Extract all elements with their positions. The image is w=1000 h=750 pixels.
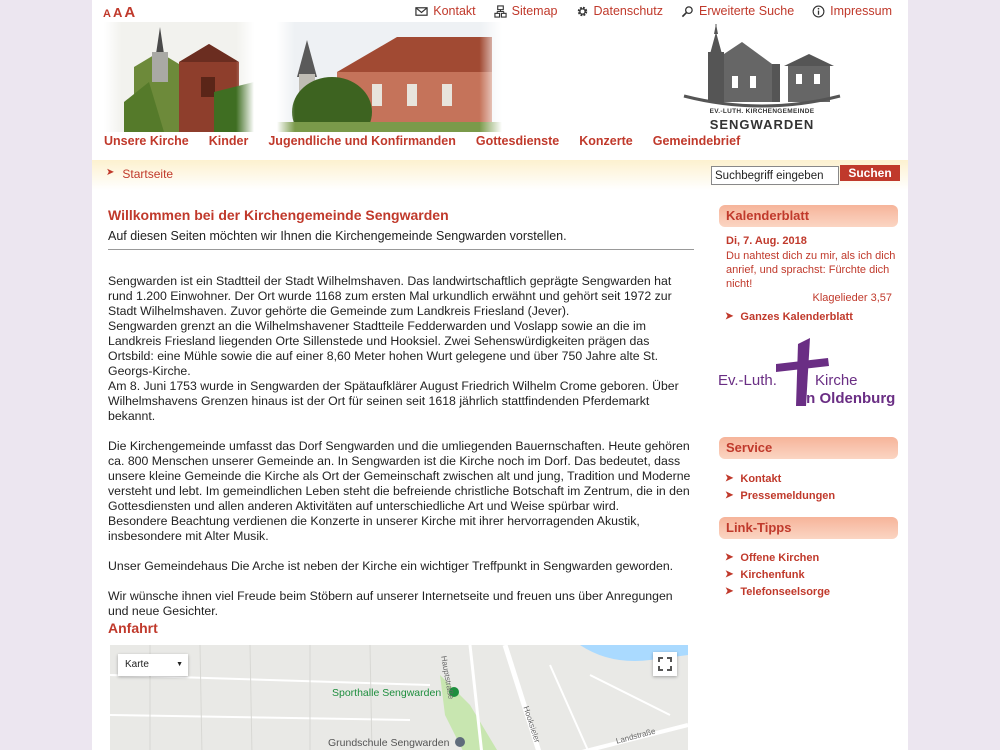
font-size-small-button[interactable]: A (103, 8, 111, 20)
chevron-down-icon: ▼ (176, 661, 183, 668)
link-label: Offene Kirchen (740, 552, 820, 564)
paragraph-arche: Unser Gemeindehaus Die Arche ist neben der Kirche ein wichtiger Treffpunkt in Sengwarden geworden. (108, 559, 674, 573)
top-link-erweiterte-suche[interactable] (681, 4, 794, 18)
intro-text: Auf diesen Seiten möchten wir Ihnen die Kirchengemeinde Sengwarden vorstellen. (108, 229, 694, 250)
magnifier-icon (681, 5, 694, 18)
top-link-kontakt[interactable] (415, 4, 475, 18)
search-input[interactable] (711, 166, 839, 185)
page (92, 0, 908, 750)
arrow-right-icon: ➤ (725, 586, 734, 597)
logo-text-line1: EV.-LUTH. KIRCHENGEMEINDE (709, 108, 815, 115)
mail-icon (415, 5, 428, 18)
font-size-medium-button[interactable]: A (112, 5, 123, 20)
link-label: Kontakt (740, 473, 782, 485)
sidebar-heading-kalenderblatt: Kalenderblatt (719, 205, 898, 227)
top-link-label: Erweiterte Suche (698, 4, 795, 18)
calendar-reference: Klagelieder 3,57 (812, 292, 892, 304)
top-link-label: Kontakt (433, 4, 476, 18)
top-link-impressum[interactable] (812, 4, 892, 18)
sidebar-link-telefonseelsorge[interactable] (725, 586, 830, 598)
nav-gottesdienste[interactable]: Gottesdienste (475, 134, 560, 148)
link-label: Ganzes Kalenderblatt (740, 311, 853, 323)
sidebar-link-offene-kirchen[interactable] (725, 552, 819, 564)
church-logo-line3: in Oldenburg (802, 390, 896, 407)
search-button[interactable]: Suchen (840, 165, 900, 181)
top-link-label: Impressum (830, 4, 892, 18)
arrow-right-icon: ➤ (725, 311, 734, 322)
nav-konzerte[interactable]: Konzerte (579, 134, 633, 148)
sidebar-link-pressemeldungen[interactable] (725, 490, 835, 502)
link-label: Pressemeldungen (740, 490, 836, 502)
sidebar-link-kontakt[interactable] (725, 473, 781, 485)
logo-text-line2: SENGWARDEN (709, 117, 815, 132)
map-label-landstrasse: Landstraße (615, 726, 657, 746)
arrow-right-icon: ➤ (106, 167, 115, 178)
sengwarden-logo[interactable] (680, 24, 844, 134)
nav-jugendliche[interactable]: Jugendliche und Konfirmanden (268, 134, 456, 148)
nav-gemeindebrief[interactable]: Gemeindebrief (652, 134, 741, 148)
top-navigation (415, 4, 892, 18)
link-ganzes-kalenderblatt[interactable] (725, 311, 853, 323)
church-photo-tower (104, 22, 254, 132)
paragraph-willkommen: Wir wünsche ihnen viel Freude beim Stöbern auf unserer Internetseite und freuen uns über Anregungen und neue Gesichter. (108, 589, 673, 618)
fullscreen-icon (653, 652, 677, 676)
link-label: Telefonseelsorge (740, 586, 831, 598)
arrow-right-icon: ➤ (725, 569, 734, 580)
nav-unsere-kirche[interactable]: Unsere Kirche (104, 134, 189, 148)
nav-kinder[interactable]: Kinder (208, 134, 249, 148)
map-type-label: Karte (125, 659, 149, 670)
sidebar-heading-link-tipps: Link-Tipps (719, 517, 898, 539)
breadcrumb (106, 167, 173, 181)
arrow-right-icon: ➤ (725, 552, 734, 563)
calendar-verse: Du nahtest dich zu mir, als ich dich anrief, und sprachst: Fürchte dich nicht! (726, 250, 896, 290)
arrow-right-icon: ➤ (725, 473, 734, 484)
gear-icon (576, 5, 589, 18)
calendar-date: Di, 7. Aug. 2018 (726, 235, 807, 247)
ev-luth-kirche-oldenburg-logo[interactable] (718, 334, 900, 414)
arrow-right-icon: ➤ (725, 490, 734, 501)
church-logo-line1: Ev.-Luth. (718, 372, 777, 389)
map-fullscreen-button[interactable] (653, 652, 677, 676)
map-type-select[interactable] (118, 654, 188, 676)
map-label-grundschule: Grundschule Sengwarden (328, 737, 450, 749)
main-content (108, 207, 694, 634)
font-size-large-button[interactable]: A (124, 4, 136, 21)
map-label-hooksieler: Hooksieler (521, 705, 542, 744)
church-logo-line2: Kirche (815, 372, 858, 389)
font-size-controls (103, 4, 137, 21)
church-photo-nave (277, 22, 502, 132)
map-embed[interactable] (110, 645, 688, 750)
breadcrumb-startseite[interactable]: Startseite (122, 167, 174, 181)
top-link-label: Datenschutz (593, 4, 663, 18)
map-label-sporthalle: Sporthalle Sengwarden (332, 687, 442, 699)
paragraph-gemeinde: Die Kirchengemeinde umfasst das Dorf Sengwarden und die umliegenden Bauernschaften. Heute gehören ca. 800 Menschen unserer Gemeinde an. In Sengwarden ist die Kirche noch im Dorf. Das bedeutet, dass unsere kleine Gemeinde die Kirche als Ort der Gemeinschaft zwischen alt und jung, Tradition und Moderne versteht und lebt. Im gemeindlichen Leben steht die befreiende christliche Botschaft im Zentrum, die in den Gottesdiensten und allen anderen Aktivitäten auf unterschiedliche Art und Weise spürbar wird. Besondere Beachtung verdienen die Konzerte in unserer Kirche mit ihrer hervorragenden Akustik, insbesondere mit Alter Musik. (108, 439, 691, 543)
paragraph-ort: Sengwarden ist ein Stadtteil der Stadt Wilhelmshaven. Das landwirtschaftlich geprägte Sengwarden hat rund 1.200 Einwohner. Der Ort wurde 1168 zum ersten Mal urkundlich erwähnt und gehört seit 1972 zur Stadt Wilhelmshaven. Zuvor gehörte die Gemeinde zum Landkreis Friesland (Jever). Sengwarden grenzt an die Wilhelmshavener Stadtteile Fedderwarden und Voslapp sowie an die im Landkreis Friesland liegenden Orte Sillenstede und Hooksiel. Zwei Sehenswürdigkeiten prägen das Ortsbild: eine Mühle sowie die auf einer 8,60 Meter hohen Wurt gelegene und über 750 Jahre alte St. Georgs-Kirche. Am 8. Juni 1753 wurde in Sengwarden der Spätaufklärer August Friedrich Wilhelm Crome geboren. Über Wilhelmshavens Grenzen hinaus ist der Ort für seinen seit 1618 jährlich stattfindenden Pferdemarkt bekannt. (108, 274, 679, 423)
main-navigation (104, 134, 740, 148)
sitemap-icon (494, 5, 507, 18)
top-link-label: Sitemap (511, 4, 558, 18)
sidebar-link-kirchenfunk[interactable] (725, 569, 805, 581)
top-link-datenschutz[interactable] (576, 4, 663, 18)
link-label: Kirchenfunk (740, 569, 805, 581)
page-title: Willkommen bei der Kirchengemeinde Sengwarden (108, 207, 449, 223)
info-icon (812, 5, 825, 18)
sidebar-heading-service: Service (719, 437, 898, 459)
section-heading-anfahrt: Anfahrt (108, 620, 158, 636)
top-link-sitemap[interactable] (494, 4, 558, 18)
map-label-hauptstrasse: Hauptstraße (439, 655, 456, 700)
